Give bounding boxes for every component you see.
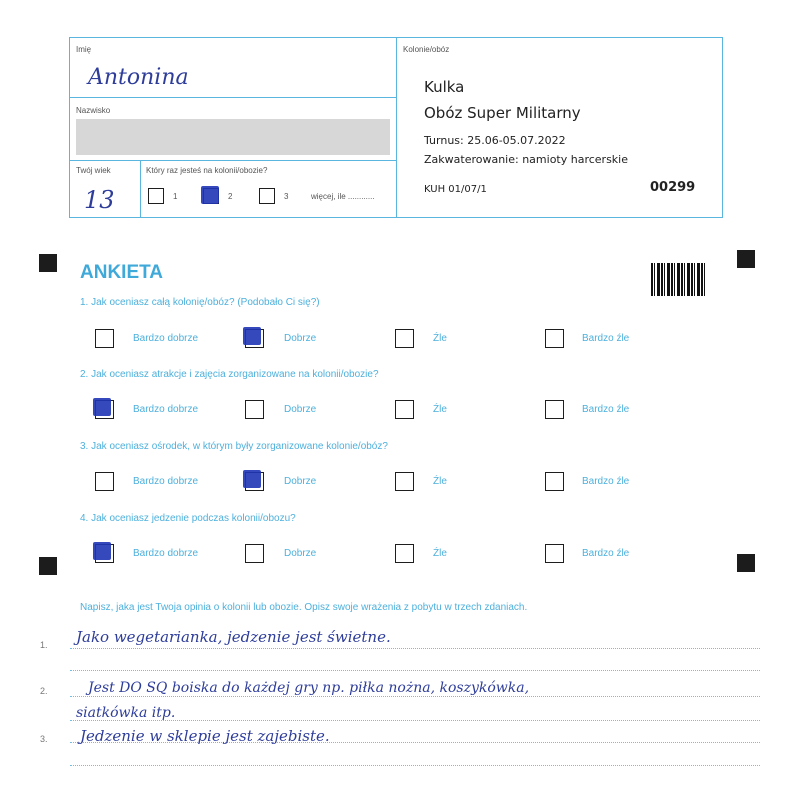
turnus: Turnus: 25.06-05.07.2022	[424, 134, 566, 147]
q3-label-bardzo-dobrze: Bardzo dobrze	[133, 476, 199, 487]
q4-checkbox-zle[interactable]	[395, 544, 414, 563]
q3-checkbox-bardzo-dobrze[interactable]	[95, 472, 114, 491]
q1-label-bardzo-zle: Bardzo źle	[582, 333, 630, 344]
question-4-text: 4. Jak oceniasz jedzenie podczas kolonii/obozu?	[80, 513, 296, 524]
zakwaterowanie: Zakwaterowanie: namioty harcerskie	[424, 153, 628, 166]
header-divider-vertical	[396, 37, 397, 218]
q3-checkbox-dobrze[interactable]	[245, 472, 264, 491]
wiek-label: Twój wiek	[76, 166, 111, 175]
header-divider-age	[140, 160, 141, 218]
camp-code: KUH 01/07/1	[424, 184, 487, 195]
survey-title: ANKIETA	[80, 262, 164, 283]
camp-name: Kulka	[424, 78, 465, 96]
answer-line	[70, 765, 760, 766]
line-number-2: 2.	[40, 686, 48, 696]
header-divider-row2	[69, 160, 396, 161]
answer-line	[70, 670, 760, 671]
q1-checkbox-zle[interactable]	[395, 329, 414, 348]
q3-label-dobrze: Dobrze	[284, 476, 317, 487]
question-2-text: 2. Jak oceniasz atrakcje i zajęcia zorganizowane na kolonii/obozie?	[80, 369, 379, 380]
answer-3[interactable]: Jedzenie w sklepie jest zajebiste.	[80, 727, 330, 745]
ktory-raz-option-2: 2	[228, 192, 233, 201]
nazwisko-redacted-field	[76, 119, 390, 155]
question-1-text: 1. Jak oceniasz całą kolonię/obóz? (Podobało Ci się?)	[80, 297, 320, 308]
q2-label-bardzo-zle: Bardzo źle	[582, 404, 630, 415]
q1-label-zle: Źle	[433, 333, 447, 344]
q1-checkbox-dobrze[interactable]	[245, 329, 264, 348]
q4-checkbox-dobrze[interactable]	[245, 544, 264, 563]
opinion-prompt: Napisz, jaka jest Twoja opinia o kolonii lub obozie. Opisz swoje wrażenia z pobytu w trzech zdaniach.	[80, 602, 528, 613]
q4-label-bardzo-zle: Bardzo źle	[582, 548, 630, 559]
q4-checkbox-bardzo-zle[interactable]	[545, 544, 564, 563]
alignment-marker	[39, 557, 57, 575]
q3-label-zle: Źle	[433, 476, 447, 487]
q3-checkbox-bardzo-zle[interactable]	[545, 472, 564, 491]
line-number-3: 3.	[40, 734, 48, 744]
q4-label-dobrze: Dobrze	[284, 548, 317, 559]
answer-line	[70, 696, 760, 697]
barcode	[651, 263, 706, 296]
q4-label-bardzo-dobrze: Bardzo dobrze	[133, 548, 199, 559]
q4-label-zle: Źle	[433, 548, 447, 559]
ktory-raz-option-3: 3	[284, 192, 289, 201]
question-3-text: 3. Jak oceniasz ośrodek, w którym były zorganizowane kolonie/obóz?	[80, 441, 388, 452]
nazwisko-label: Nazwisko	[76, 106, 111, 115]
wiecej-label: więcej, ile ............	[311, 192, 375, 201]
ktory-raz-checkbox-2[interactable]	[203, 188, 219, 204]
camp-number: 00299	[650, 180, 696, 195]
answer-1[interactable]: Jako wegetarianka, jedzenie jest świetne.	[76, 628, 391, 646]
q2-checkbox-bardzo-zle[interactable]	[545, 400, 564, 419]
answer-2[interactable]: Jest DO SQ boiska do każdej gry np. piłka nożna, koszykówka,	[88, 680, 530, 696]
camp-type: Obóz Super Militarny	[424, 104, 581, 122]
imie-value[interactable]: Antonina	[88, 65, 189, 90]
q4-checkbox-bardzo-dobrze[interactable]	[95, 544, 114, 563]
q3-checkbox-zle[interactable]	[395, 472, 414, 491]
q2-label-dobrze: Dobrze	[284, 404, 317, 415]
header-divider-row1	[69, 97, 396, 98]
q1-checkbox-bardzo-dobrze[interactable]	[95, 329, 114, 348]
ktory-raz-checkbox-3[interactable]	[259, 188, 275, 204]
ktory-raz-label: Który raz jesteś na kolonii/obozie?	[146, 166, 268, 175]
kolonia-label: Kolonie/obóz	[403, 45, 450, 54]
q1-label-bardzo-dobrze: Bardzo dobrze	[133, 333, 199, 344]
answer-2-continued[interactable]: siatkówka itp.	[76, 705, 176, 721]
ktory-raz-checkbox-1[interactable]	[148, 188, 164, 204]
alignment-marker	[737, 554, 755, 572]
alignment-marker	[737, 250, 755, 268]
q2-checkbox-dobrze[interactable]	[245, 400, 264, 419]
q1-checkbox-bardzo-zle[interactable]	[545, 329, 564, 348]
q2-label-zle: Źle	[433, 404, 447, 415]
q1-label-dobrze: Dobrze	[284, 333, 317, 344]
line-number-1: 1.	[40, 640, 48, 650]
q2-label-bardzo-dobrze: Bardzo dobrze	[133, 404, 199, 415]
q2-checkbox-zle[interactable]	[395, 400, 414, 419]
q3-label-bardzo-zle: Bardzo źle	[582, 476, 630, 487]
wiek-value[interactable]: 13	[84, 186, 115, 214]
q2-checkbox-bardzo-dobrze[interactable]	[95, 400, 114, 419]
ktory-raz-option-1: 1	[173, 192, 178, 201]
imie-label: Imię	[76, 45, 92, 54]
alignment-marker	[39, 254, 57, 272]
answer-line	[70, 648, 760, 649]
